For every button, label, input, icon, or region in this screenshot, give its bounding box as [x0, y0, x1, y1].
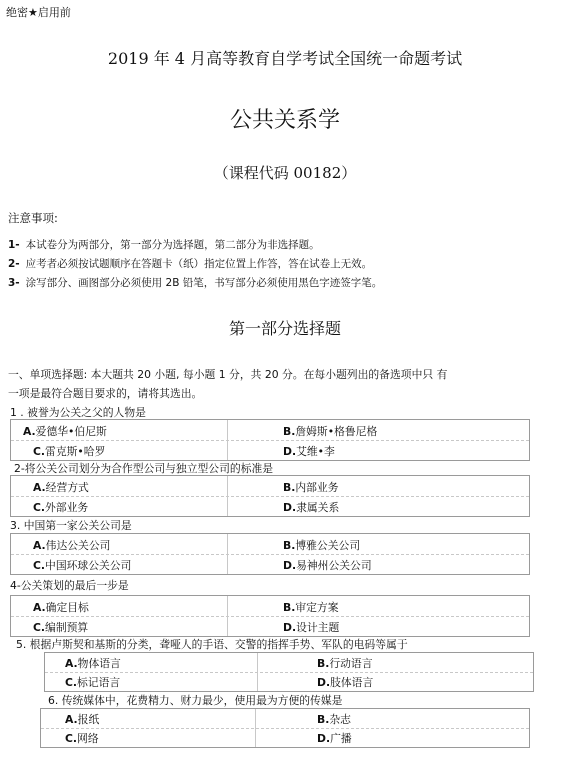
question-3-options: [10, 533, 530, 575]
option-b: B.审定方案: [283, 601, 339, 614]
option-c: C.标记语言: [65, 676, 121, 689]
option-b: B.内部业务: [283, 481, 339, 494]
question-5-options: [44, 652, 534, 692]
question-2-stem: 2-将公关公司划分为合作型公司与独立型公司的标准是: [14, 462, 274, 475]
option-a: A.经营方式: [33, 481, 89, 494]
option-d: D.艾维•李: [283, 445, 335, 458]
option-c: C.中国环球公关公司: [33, 559, 132, 572]
notice-item-number: 1-: [8, 239, 20, 251]
part-one-title: 第一部分选择题: [228, 319, 341, 338]
course-code: （课程代码 00182）: [213, 164, 357, 182]
option-b: B.詹姆斯•格鲁尼格: [283, 425, 378, 438]
subject-title: 公共关系学: [229, 108, 340, 133]
confidential-mark: 绝密★启用前: [6, 6, 71, 19]
option-d: D.隶属关系: [283, 501, 340, 514]
option-a: A.伟达公关公司: [33, 539, 111, 552]
notice-item: [8, 237, 320, 252]
option-d: D.设计主题: [283, 621, 340, 634]
question-3-stem: 3. 中国第一家公关公司是: [10, 519, 132, 532]
option-d: D.肢体语言: [317, 676, 374, 689]
option-d: D.易神州公关公司: [283, 559, 372, 572]
option-a: A.爱德华•伯尼斯: [23, 425, 107, 438]
question-1-options: [10, 419, 530, 461]
question-1-stem: 1 . 被誉为公关之父的人物是: [10, 406, 146, 419]
instructions-line-2: 一项是最符合题目要求的，请将其选出。: [8, 387, 203, 400]
notice-heading: 注意事项:: [8, 211, 58, 225]
notice-item-number: 2-: [8, 258, 20, 270]
question-5-stem: 5. 根据卢斯契和基斯的分类，聋哑人的手语、交警的指挥手势、军队的电码等属于: [16, 638, 408, 651]
question-6-options: [40, 708, 530, 748]
notice-item-text: 应考者必须按试题顺序在答题卡（纸）指定位置上作答，答在试卷上无效。: [25, 258, 373, 270]
option-a: A.物体语言: [65, 657, 121, 670]
option-a: A.确定目标: [33, 601, 89, 614]
notice-item-text: 涂写部分、画图部分必须使用 2B 铅笔，书写部分必须使用黑色字迹签字笔。: [25, 277, 383, 289]
exam-title: 2019 年 4 月高等教育自学考试全国统一命题考试: [107, 49, 463, 68]
option-d: D.广播: [317, 732, 352, 745]
question-2-options: [10, 475, 530, 517]
option-c: C.编制预算: [33, 621, 89, 634]
option-b: B.行动语言: [317, 657, 373, 670]
question-4-stem: 4-公关策划的最后一步是: [10, 579, 129, 592]
notice-item: [8, 275, 382, 290]
notice-item-number: 3-: [8, 277, 20, 289]
option-b: B.杂志: [317, 713, 351, 726]
option-c: C.雷克斯•哈罗: [33, 445, 106, 458]
option-c: C.网络: [65, 732, 99, 745]
option-a: A.报纸: [65, 713, 100, 726]
question-4-options: [10, 595, 530, 637]
question-6-stem: 6. 传统媒体中，花费精力、财力最少，使用最为方便的传媒是: [48, 694, 343, 707]
option-c: C.外部业务: [33, 501, 89, 514]
notice-item-text: 本试卷分为两部分，第一部分为选择题，第二部分为非选择题。: [25, 239, 320, 251]
option-b: B.博雅公关公司: [283, 539, 361, 552]
notice-item: [8, 256, 372, 271]
instructions-line-1: 一、单项选择题: 本大题共 20 小题, 每小题 1 分，共 20 分。在每小题列出的备选项中只 有: [8, 368, 448, 381]
